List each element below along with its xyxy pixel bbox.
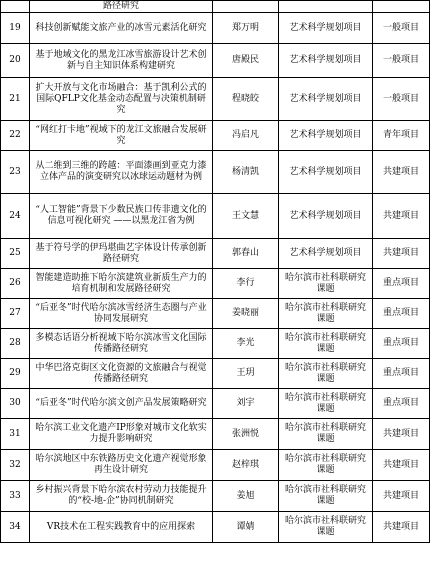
row-number: 32 [1,450,30,481]
table-row [1,299,430,329]
table-row [1,450,430,481]
table-row [1,78,430,121]
project-title: VR技术在工程实践教育中的应用探索 [30,512,213,543]
project-leader [213,1,279,13]
project-category: 共建项目 [373,239,430,269]
project-leader: 李光 [213,329,279,359]
project-title: “人工智能”背景下少数民族口传非遗文化的信息可视化研究 ——以黑龙江省为例 [30,194,213,239]
project-title: 路径研究 [30,1,213,13]
table-row [1,1,430,13]
project-source: 艺术科学规划项目 [279,121,373,151]
project-source: 哈尔滨市社科联研究课题 [279,512,373,543]
row-number: 26 [1,269,30,299]
project-title: “后亚冬”时代哈尔滨冰雪经济生态圈与产业协同发展研究 [30,299,213,329]
project-title: 基于符号学的伊玛堪曲艺字体设计传承创新路径研究 [30,239,213,269]
project-leader: 郑万明 [213,13,279,44]
project-leader: 李行 [213,269,279,299]
project-leader: 王文慧 [213,194,279,239]
project-category: 共建项目 [373,194,430,239]
table-row [1,389,430,419]
project-title: 基于地域文化的黑龙江冰雪旅游设计艺术创新与自主知识体系构建研究 [30,44,213,78]
row-number: 23 [1,151,30,194]
project-leader: 杨清凯 [213,151,279,194]
project-category: 重点项目 [373,389,430,419]
project-leader: 姜旭 [213,481,279,512]
project-category: 共建项目 [373,151,430,194]
row-number: 30 [1,389,30,419]
row-number: 25 [1,239,30,269]
row-number: 34 [1,512,30,543]
project-source: 哈尔滨市社科联研究课题 [279,450,373,481]
row-number: 31 [1,419,30,450]
table-row [1,359,430,389]
table-row [1,44,430,78]
row-number: 19 [1,13,30,44]
project-title: 扩大开放与文化市场融合：基于凯利公式的国际QFLP文化基金动态配置与决策机制研究 [30,78,213,121]
project-category: 重点项目 [373,269,430,299]
project-leader: 张洲悦 [213,419,279,450]
row-number: 20 [1,44,30,78]
table-row [1,13,430,44]
project-leader: 赵梓琪 [213,450,279,481]
table-row [1,269,430,299]
row-number: 29 [1,359,30,389]
project-category: 重点项目 [373,329,430,359]
project-source: 哈尔滨市社科联研究课题 [279,419,373,450]
project-title: 科技创新赋能文旅产业的冰雪元素活化研究 [30,13,213,44]
project-leader: 谭婧 [213,512,279,543]
project-source: 艺术科学规划项目 [279,13,373,44]
project-leader: 王玥 [213,359,279,389]
project-source: 哈尔滨市社科联研究课题 [279,269,373,299]
project-leader: 姜晓丽 [213,299,279,329]
project-category: 重点项目 [373,359,430,389]
row-number [1,1,30,13]
project-category: 青年项目 [373,121,430,151]
project-title: 中华巴洛克街区文化资源的文旅融合与视觉传播路径研究 [30,359,213,389]
project-category: 一般项目 [373,78,430,121]
table-row [1,151,430,194]
table-row [1,194,430,239]
project-title: 乡村振兴背景下哈尔滨农村劳动力技能提升的“校-地-企”协同机制研究 [30,481,213,512]
project-title: 智能建造助推下哈尔滨建筑业新质生产力的培育机制和发展路径研究 [30,269,213,299]
table-row [1,329,430,359]
table-row [1,512,430,543]
project-title: “后亚冬”时代哈尔滨文创产品发展策略研究 [30,389,213,419]
project-leader: 唐殿民 [213,44,279,78]
row-number: 33 [1,481,30,512]
project-category: 一般项目 [373,13,430,44]
project-source: 艺术科学规划项目 [279,239,373,269]
project-title: 哈尔滨地区中东铁路历史文化遗产视觉形象再生设计研究 [30,450,213,481]
project-category: 共建项目 [373,419,430,450]
row-number: 28 [1,329,30,359]
row-number: 24 [1,194,30,239]
row-number: 21 [1,78,30,121]
project-source: 哈尔滨市社科联研究课题 [279,359,373,389]
project-source: 艺术科学规划项目 [279,78,373,121]
project-category: 重点项目 [373,299,430,329]
table-row [1,121,430,151]
table-row [1,239,430,269]
project-category [373,1,430,13]
project-source: 艺术科学规划项目 [279,44,373,78]
project-source: 艺术科学规划项目 [279,151,373,194]
project-title: 从二维到三维的跨越：平面漆画到亚克力漆立体产品的演变研究以冰球运动题材为例 [30,151,213,194]
project-title: 哈尔滨工业文化遗产IP形象对城市文化软实力提升影响研究 [30,419,213,450]
table-row [1,481,430,512]
project-source: 哈尔滨市社科联研究课题 [279,481,373,512]
table-row [1,419,430,450]
project-source: 艺术科学规划项目 [279,194,373,239]
project-title: “网红打卡地”视域下的龙江文旅融合发展研究 [30,121,213,151]
project-source: 哈尔滨市社科联研究课题 [279,299,373,329]
project-leader: 程晓皎 [213,78,279,121]
row-number: 27 [1,299,30,329]
project-leader: 刘宇 [213,389,279,419]
project-table-body [1,1,430,543]
project-source: 哈尔滨市社科联研究课题 [279,389,373,419]
project-source [279,1,373,13]
project-category: 共建项目 [373,512,430,543]
project-source: 哈尔滨市社科联研究课题 [279,329,373,359]
project-leader: 冯启凡 [213,121,279,151]
project-category: 一般项目 [373,44,430,78]
project-title: 多模态话语分析视域下哈尔滨冰雪文化国际传播路径研究 [30,329,213,359]
project-category: 共建项目 [373,450,430,481]
row-number: 22 [1,121,30,151]
project-leader: 郭春山 [213,239,279,269]
project-category: 共建项目 [373,481,430,512]
